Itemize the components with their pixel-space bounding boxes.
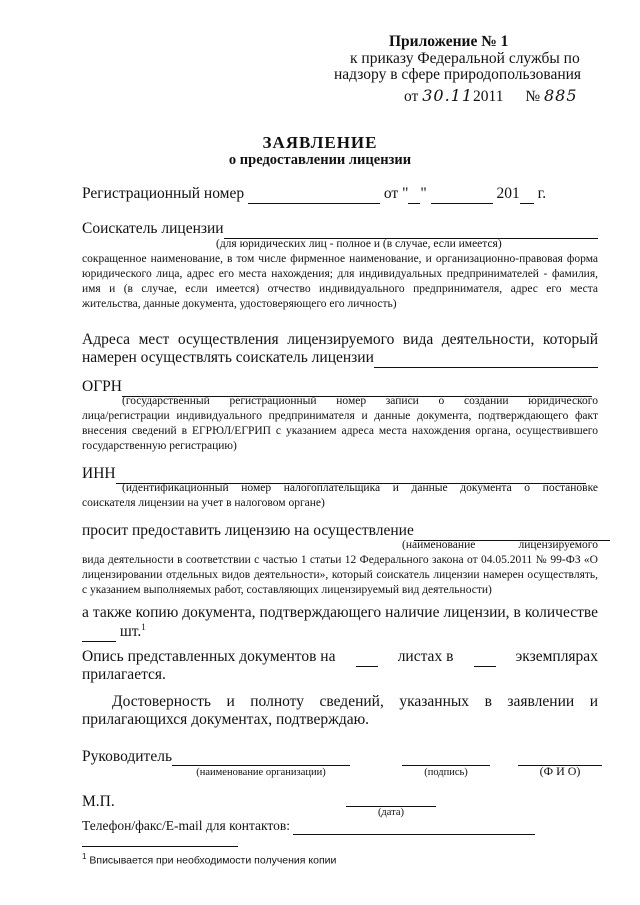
- inventory-text-1: Опись представленных документов на: [82, 648, 336, 665]
- footnote-ref: 1: [141, 622, 146, 632]
- head-label: Руководитель: [82, 748, 173, 765]
- page-title: ЗАЯВЛЕНИЕ: [262, 133, 378, 152]
- appendix-line-2: надзору в сфере природопользования: [334, 66, 582, 83]
- registration-day-field[interactable]: [408, 185, 420, 204]
- stamp-place: М.П.: [82, 793, 115, 810]
- ogrn-note: лица/регистрации индивидуального предпринимателя и данные документа, подтверждающего факт внесения сведений в ЕГРЮЛ/ЕГРИП с указанием адреса места нахождения органа, осуществившего государственную регистрацию): [82, 410, 598, 452]
- footnote: [82, 852, 336, 867]
- date-year: 2011: [473, 88, 504, 105]
- sign-caption: (подпись): [424, 767, 468, 778]
- ogrn-note-first: (государственный регистрационный номер записи о создании юридического: [122, 395, 598, 407]
- footnote-text: Вписывается при необходимости получения копии: [89, 854, 337, 867]
- signature-field[interactable]: [402, 750, 490, 766]
- applicant-label: Соискатель лицензии: [82, 220, 224, 237]
- number-label: №: [525, 88, 541, 105]
- inventory-sheets-field[interactable]: [356, 648, 378, 667]
- appendix-date: [404, 86, 578, 106]
- copy-quantity-field[interactable]: [82, 623, 116, 642]
- registration-year-suffix: г.: [537, 185, 547, 202]
- inventory-row: [82, 648, 598, 667]
- inventory-text-3: экземплярах: [515, 648, 598, 665]
- appendix-line-1: к приказу Федеральной службы по: [350, 50, 580, 67]
- confirm-line-1: Достоверность и полноту сведений, указанных в заявлении и: [112, 693, 598, 710]
- date-prefix: от: [404, 88, 419, 105]
- registration-number-field[interactable]: [248, 185, 380, 204]
- confirm-line-2: прилагающихся документах, подтверждаю.: [82, 711, 370, 728]
- inn-note-first: (идентификационный номер налогоплательщика и данные документа о постановке: [122, 482, 598, 494]
- footnote-mark: 1: [82, 852, 87, 861]
- registration-row: [82, 185, 546, 204]
- registration-year-field[interactable]: [520, 185, 534, 204]
- contacts-label: Телефон/факс/E-mail для контактов:: [82, 818, 290, 833]
- date-field[interactable]: [346, 791, 436, 807]
- inventory-copies-field[interactable]: [474, 648, 496, 667]
- addresses-label: намерен осуществлять соискатель лицензии: [82, 349, 374, 366]
- addresses-field[interactable]: [374, 349, 598, 368]
- applicant-note-first: (для юридических лиц - полное и (в случае, если имеется): [216, 238, 502, 250]
- fio-caption: (Ф И О): [539, 764, 581, 778]
- registration-month-field[interactable]: [431, 185, 493, 204]
- inventory-line-2: прилагается.: [82, 666, 166, 683]
- copy-line-1: а также копию документа, подтверждающего наличие лицензии, в количестве: [82, 604, 598, 621]
- applicant-note: сокращенное наименование, в том числе фирменное наименование, и организационно-правовая форма юридического лица, адрес его места нахождения; для индивидуальных предпринимателей - фамилия, имя и (в случае, если имеется) отчество индивидуального предпринимателя, адрес его места жительства, данные документа, удостоверяющего его личность): [82, 253, 598, 310]
- contacts-row: [82, 818, 535, 835]
- handwritten-date: 30.11: [422, 86, 474, 105]
- inventory-text-2: листах в: [397, 648, 454, 665]
- registration-label: Регистрационный номер: [82, 185, 245, 202]
- org-caption: (наименование организации): [196, 767, 326, 778]
- ogrn-label: ОГРН: [82, 378, 122, 395]
- page-subtitle: о предоставлении лицензии: [228, 152, 412, 168]
- request-note-first: (наименование лицензируемого: [402, 539, 598, 551]
- inn-note-second: соискателя лицензии на учет в налоговом органе): [82, 497, 325, 509]
- date-caption: (дата): [377, 807, 405, 818]
- registration-quote: ": [420, 185, 427, 202]
- appendix-title: Приложение № 1: [389, 33, 509, 50]
- footnote-divider: [82, 846, 238, 847]
- organization-field[interactable]: [172, 750, 350, 766]
- copy-row: [82, 622, 146, 642]
- addresses-row: [82, 349, 598, 368]
- request-label: просит предоставить лицензию на осуществление: [82, 522, 414, 539]
- handwritten-number: 885: [544, 86, 578, 105]
- copy-pcs: шт.: [119, 623, 142, 641]
- request-note: вида деятельности в соответствии с частью 1 статьи 12 Федерального закона от 04.05.2011 № 99-ФЗ «О лицензировании отдельных видов деятельности», который соискатель лицензии намерен осуществлять, с указанием выполняемых работ, составляющих лицензируемый вид деятельности): [82, 554, 598, 596]
- contacts-field[interactable]: [293, 818, 535, 835]
- registration-year-prefix: 201: [496, 185, 520, 202]
- addresses-line-1: Адреса мест осуществления лицензируемого вида деятельности, который: [82, 331, 598, 348]
- inn-label: ИНН: [82, 465, 116, 482]
- registration-from: от ": [383, 185, 409, 202]
